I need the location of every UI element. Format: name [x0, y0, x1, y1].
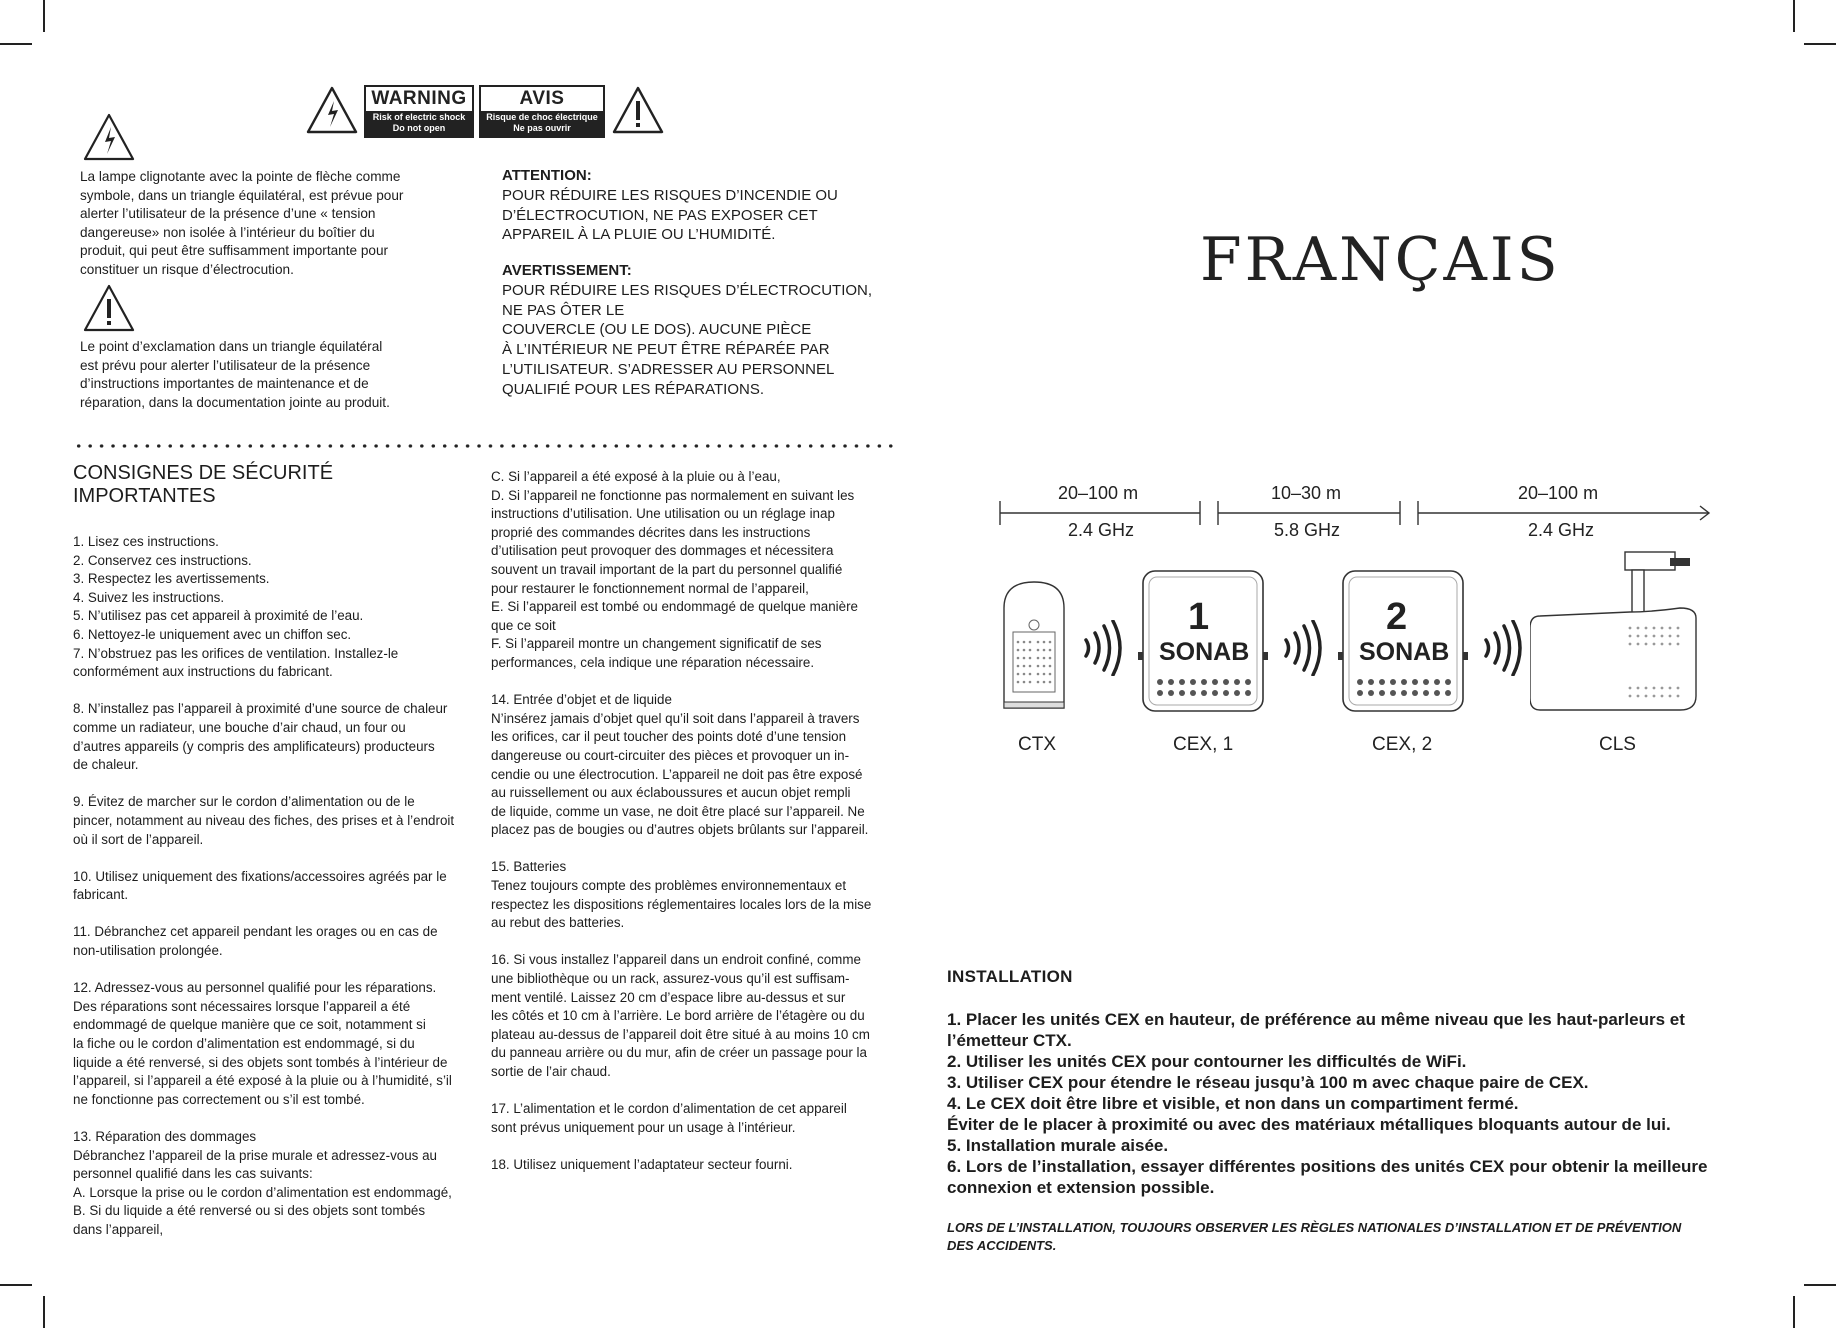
range-2-band: 5.8 GHz [1274, 520, 1341, 540]
range-1-distance: 20–100 m [1058, 483, 1139, 503]
range-2-distance: 10–30 m [1271, 483, 1342, 503]
cex-2-label: CEX, 2 [1372, 734, 1433, 755]
cex-1-label: CEX, 1 [1173, 734, 1234, 755]
ctx-label: CTX [1018, 734, 1056, 755]
range-1-band: 2.4 GHz [1068, 520, 1135, 540]
installation-note: LORS DE L’INSTALLATION, TOUJOURS OBSERVER LES RÈGLES NATIONALES D’INSTALLATION ET DE PRÉVENTION DES ACCIDENTS. [947, 1220, 1682, 1253]
cex-1-brand: SONAB [1159, 638, 1250, 666]
safety-column-1: 1. Lisez ces instructions. 2. Conservez ces instructions. 3. Respectez les avertissements. 4. Suivez les instructions. 5. N’utilisez pas cet appareil à proximité de l’eau. 6. Nettoyez-le uniquement avec un chiffon sec. 7. N’obstruez pas les orifices de ventilation. Installez-le conformément aux instructions du fabricant. 8. N’installez pas l’appareil à proximité d’une source de chaleur comme un radiateur, une bouche d’air chaud, un four ou d’autres appareils (y compris des amplificateurs) producteurs de chaleur. 9. Évitez de marcher sur le cordon d’alimentation ou de le pincer, notamment au niveau des fiches, des prises et à l’endroit où il sort de l’appareil. 10. Utilisez uniquement des fixations/accessoires agréés par le fabricant. 11. Débranchez cet appareil pendant les orages ou en cas de non-utilisation prolongée. 12. Adressez-vous au personnel qualifié pour les réparations. Des réparations sont nécessaires lorsque l’appareil a été endommagé de quelque manière que ce soit, notamment si la fiche ou le cordon d’alimentation est endommagé, si du liquide a été renversé, si des objets sont tombés à l’intérieur de l’appareil, si l’appareil a été exposé à la pluie ou à l’humidité, s’il ne fonctionne pas correctement ou s’il est tombé. 13. Réparation des dommages Débranchez l’appareil de la prise murale et adressez-vous au personnel qualifié dans les cas suivants: A. Lorsque la prise ou le cordon d’alimentation est endommagé, B. Si du liquide a été renversé ou si des objets sont tombés dans l’appareil, [73, 534, 455, 1237]
crop-mark [1804, 1284, 1836, 1286]
range-3-distance: 20–100 m [1518, 483, 1599, 503]
avertissement-text: POUR RÉDUIRE LES RISQUES D’ÉLECTROCUTION, NE PAS ÔTER LE COUVERCLE (OU LE DOS). AUCUNE PIÈCE À L’INTÉRIEUR NE PEUT ÊTRE RÉPARÉE PAR L’UTILISATEUR. S’ADRESSER AU PERSONNEL QUALIFIÉ POUR LES RÉPARATIONS. [502, 281, 873, 398]
crop-mark [0, 43, 32, 45]
avis-label-title: AVIS [519, 88, 565, 109]
avertissement-block [502, 261, 902, 400]
safety-column-2: C. Si l’appareil a été exposé à la pluie ou à l’eau, D. Si l’appareil ne fonctionne pas normalement en suivant les instructions d’utilisation. Une utilisation ou un réglage inap proprié des commandes décrites dans les instructions d’utilisation peut provoquer des dommages et nécessitera souvent un travail important de la part du personnel qualifié pour restaurer le fonctionnement normal de l’appareil, E. Si l’appareil est tombé ou endommagé de quelque manière que ce soit F. Si l’appareil montre un changement significatif de ses performances, cela indique une réparation nécessaire. 14. Entrée d’objet et de liquide N’insérez jamais d’objet quel qu’il soit dans l’appareil à travers les orifices, car il peut toucher des points doté d’une tension dangereuse ou court-circuiter des pièces et provoquer un in- cendie ou une électrocution. L’appareil ne doit pas être exposé au ruissellement ou aux éclaboussures et aucun objet rempli de liquide, comme un vase, ne doit être placé sur l’appareil. Ne placez pas de bougies ou d’autres objets brûlants sur l’appareil. 15. Batteries Tenez toujours compte des problèmes environnementaux et respectez les dispositions réglementaires locales lors de la mise au rebut des batteries. 16. Si vous installez l’appareil dans un endroit confiné, comme une bibliothèque ou un rack, assurez-vous qu’il est suffisam- ment ventilé. Laissez 20 cm d’espace libre au-dessus et sur les côtés et 10 cm à l’arrière. Le bord arrière de l’étagère ou du plateau au-dessus de l’appareil doit être situé à au moins 10 cm du panneau arrière ou du mur, afin de créer un passage pour la sortie de l’air chaud. 17. L’alimentation et le cordon d’alimentation de cet appareil sont prévus uniquement pour un usage à l’intérieur. 18. Utilisez uniquement l’adaptateur secteur fourni. [491, 469, 872, 1172]
cls-device [1530, 548, 1700, 714]
ctx-device [996, 578, 1072, 714]
crop-mark [1804, 43, 1836, 45]
crop-mark [1793, 1296, 1795, 1328]
warning-label-title: WARNING [371, 88, 467, 109]
warning-label-sub1: Risk of electric shock [372, 112, 466, 122]
language-title: FRANÇAIS [1200, 225, 1561, 295]
cex-2-brand: SONAB [1359, 638, 1450, 666]
attention-heading: ATTENTION: [502, 167, 592, 184]
lightning-symbol-text: La lampe clignotante avec la pointe de flèche comme symbole, dans un triangle équilatéral, est prévue pour alerter l’utilisateur de la présence d’une « tension dangereuse» non isolée à l’intérieur du boîtier du produit, qui peut être suffisamment importante pour constituer un risque d’électrocution. [80, 169, 404, 277]
cls-label: CLS [1599, 734, 1636, 755]
cex-2-signal-icon [1480, 620, 1524, 676]
range-3-band: 2.4 GHz [1528, 520, 1595, 540]
exclamation-symbol-icon [82, 283, 136, 333]
avis-label-sub2: Ne pas ouvrir [513, 123, 571, 133]
crop-mark [43, 0, 45, 32]
warning-label-sub2: Do not open [392, 123, 446, 133]
ctx-signal-icon [1080, 620, 1124, 676]
cex-1-number: 1 [1188, 596, 1210, 638]
installation-steps: 1. Placer les unités CEX en hauteur, de préférence au même niveau que les haut-parleurs et l’émetteur CTX. 2. Utiliser les unités CEX pour contourner les difficultés de WiFi. 3. Utiliser CEX pour étendre le réseau jusqu’à 100 m avec chaque paire de CEX. 4. Le CEX doit être libre et visible, et non dans un compartiment fermé. Éviter de le placer à proximité ou avec des matériaux métalliques bloquants autour de lui. 5. Installation murale aisée. 6. Lors de l’installation, essayer différentes positions des unités CEX pour obtenir la meilleure connexion et extension possible. [947, 1010, 1708, 1197]
cex-1-signal-icon [1280, 620, 1324, 676]
attention-block [502, 166, 902, 245]
dotted-divider [73, 443, 895, 449]
exclamation-warning-icon [611, 85, 665, 135]
lightning-warning-icon [305, 85, 359, 135]
installation-heading: INSTALLATION [947, 967, 1073, 986]
cex-2-number: 2 [1386, 596, 1408, 638]
crop-mark [0, 1284, 32, 1286]
attention-text: POUR RÉDUIRE LES RISQUES D’INCENDIE OU D’ÉLECTROCUTION, NE PAS EXPOSER CET APPAREIL À LA PLUIE OU L’HUMIDITÉ. [502, 186, 838, 244]
crop-mark [1793, 0, 1795, 32]
avis-label-sub1: Risque de choc électrique [486, 112, 598, 122]
avertissement-heading: AVERTISSEMENT: [502, 262, 632, 279]
safety-heading: CONSIGNES DE SÉCURITÉ IMPORTANTES [73, 462, 334, 507]
exclamation-symbol-text: Le point d’exclamation dans un triangle équilatéral est prévu pour alerter l’utilisateur de la présence d’instructions importantes de maintenance et de réparation, dans la documentation jointe au produit. [80, 339, 390, 410]
warning-label [364, 85, 474, 138]
avis-label [479, 85, 605, 138]
crop-mark [43, 1296, 45, 1328]
lightning-symbol-icon [82, 112, 136, 162]
